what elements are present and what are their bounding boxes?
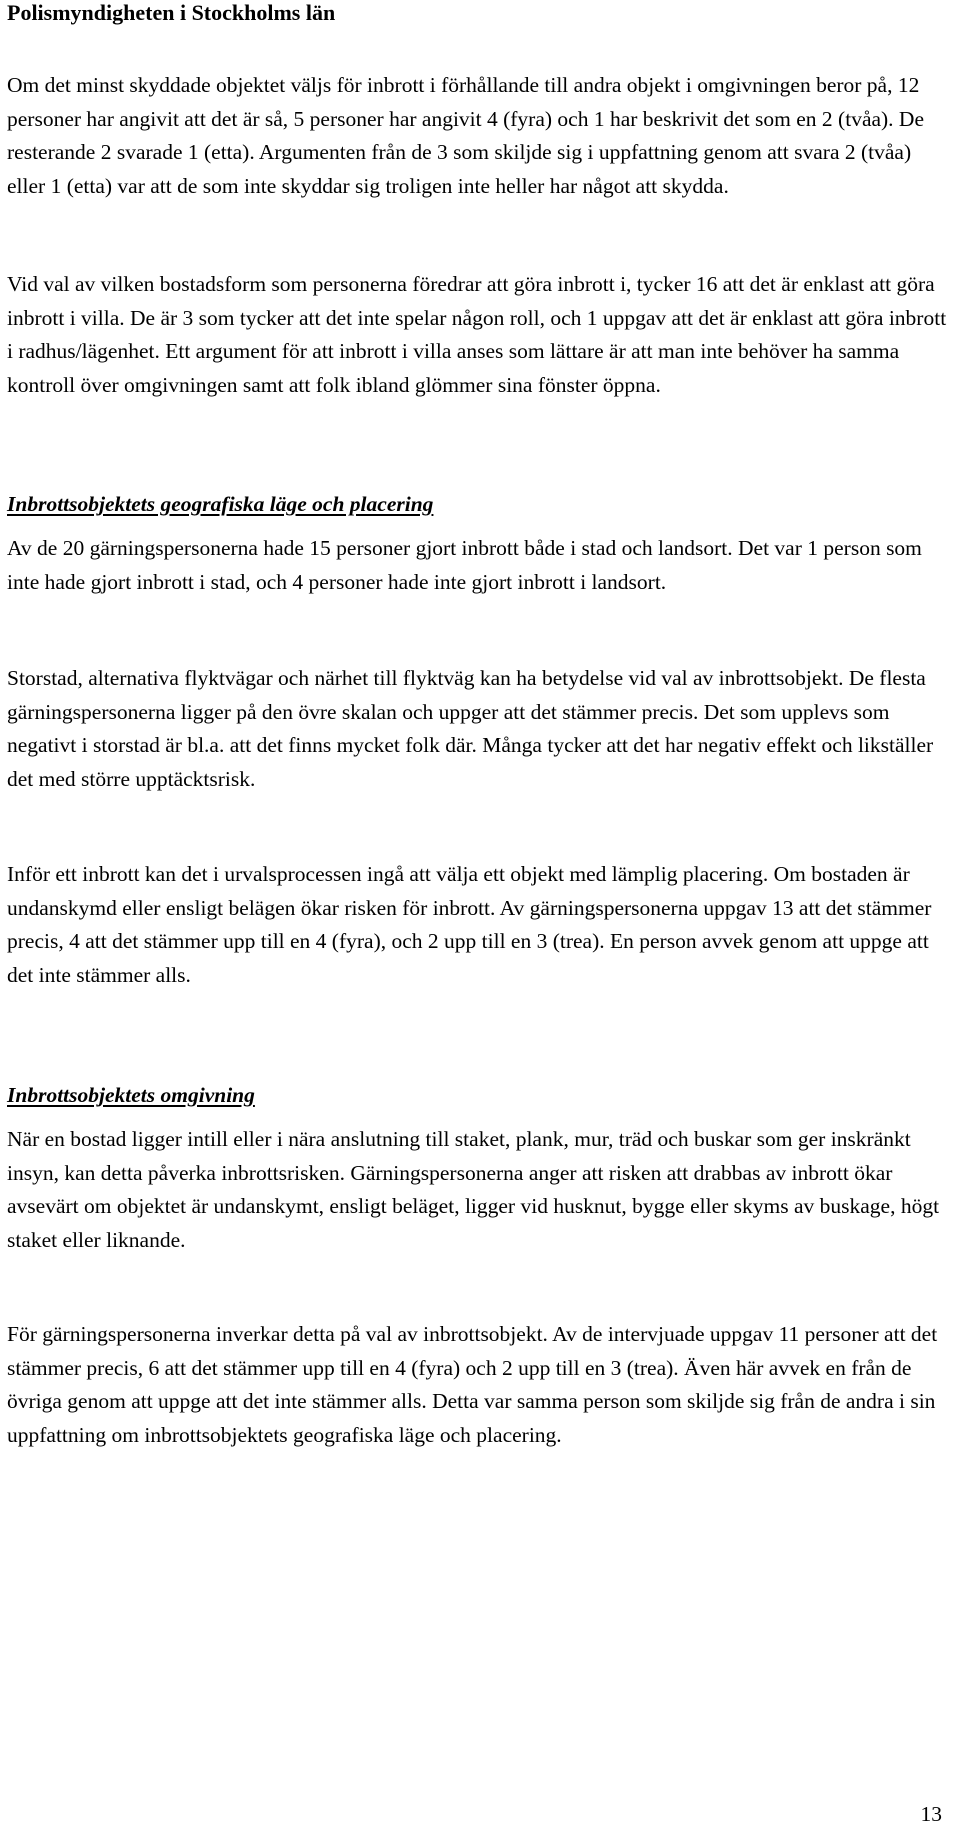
page-number: 13 [920,1802,942,1826]
document-page [7,0,947,1842]
paragraph-bostadsform: Vid val av vilken bostadsform som personerna föredrar att göra inbrott i, tycker 16 att det är enklast att göra inbrott i villa. De är 3 som tycker att det inte spelar någon roll, och 1 uppgav att det är enklast att göra inbrott i radhus/lägenhet. Ett argument för att inbrott i villa anses som lättare är att man inte behöver ha samma kontroll över omgivningen samt att folk ibland glömmer sina fönster öppna. [7,272,947,397]
section-heading-geografiska-lage: Inbrottsobjektets geografiska läge och placering [7,492,434,516]
paragraph-val-av-inbrottsobjekt: För gärningspersonerna inverkar detta på val av inbrottsobjekt. Av de intervjuade uppgav 11 personer att det stämmer precis, 6 att det stämmer upp till en 4 (fyra) och 2 upp till en 3 (trea). Även här avvek en från de övriga genom att uppge att det inte stämmer alls. Detta var samma person som skiljde sig från de andra i sin uppfattning om inbrottsobjektets geografiska läge och placering. [7,1322,938,1447]
section-heading-omgivning: Inbrottsobjektets omgivning [7,1083,255,1107]
paragraph-inskrankt-insyn: När en bostad ligger intill eller i nära anslutning till staket, plank, mur, träd och buskar som ger inskränkt insyn, kan detta påverka inbrottsrisken. Gärningspersonerna anger att risken att drabbas av inbrott ökar avsevärt om objektet är undanskymt, ensligt beläget, ligger vid husknut, bygge eller skyms av buskage, högt staket eller liknande. [7,1127,940,1252]
paragraph-minst-skyddade: Om det minst skyddade objektet väljs för inbrott i förhållande till andra objekt i omgivningen beror på, 12 personer har angivit att det är så, 5 personer har angivit 4 (fyra) och 1 har beskrivit det som en 2 (tvåa). De resterande 2 svarade 1 (etta). Argumenten från de 3 som skiljde sig i uppfattning genom att svara 2 (tvåa) eller 1 (etta) var att de som inte skyddar sig troligen inte heller har något att skydda. [7,73,925,198]
paragraph-placering: Inför ett inbrott kan det i urvalsprocessen ingå att välja ett objekt med lämplig placering. Om bostaden är undanskymd eller ensligt belägen ökar risken för inbrott. Av gärningspersonerna uppgav 13 att det stämmer precis, 4 att det stämmer upp till en 4 (fyra), och 2 upp till en 3 (trea). En person avvek genom att uppge att det inte stämmer alls. [7,862,932,987]
paragraph-stad-landsort: Av de 20 gärningspersonerna hade 15 personer gjort inbrott både i stad och landsort. Det var 1 person som inte hade gjort inbrott i stad, och 4 personer hade inte gjort inbrott i landsort. [7,536,922,594]
paragraph-storstad: Storstad, alternativa flyktvägar och närhet till flyktväg kan ha betydelse vid val av inbrottsobjekt. De flesta gärningspersonerna ligger på den övre skalan och uppger att det stämmer precis. Det som upplevs som negativt i storstad är bl.a. att det finns mycket folk där. Många tycker att det har negativ effekt och likställer det med större upptäcktsrisk. [7,666,934,791]
page-header-title: Polismyndigheten i Stockholms län [7,0,336,25]
